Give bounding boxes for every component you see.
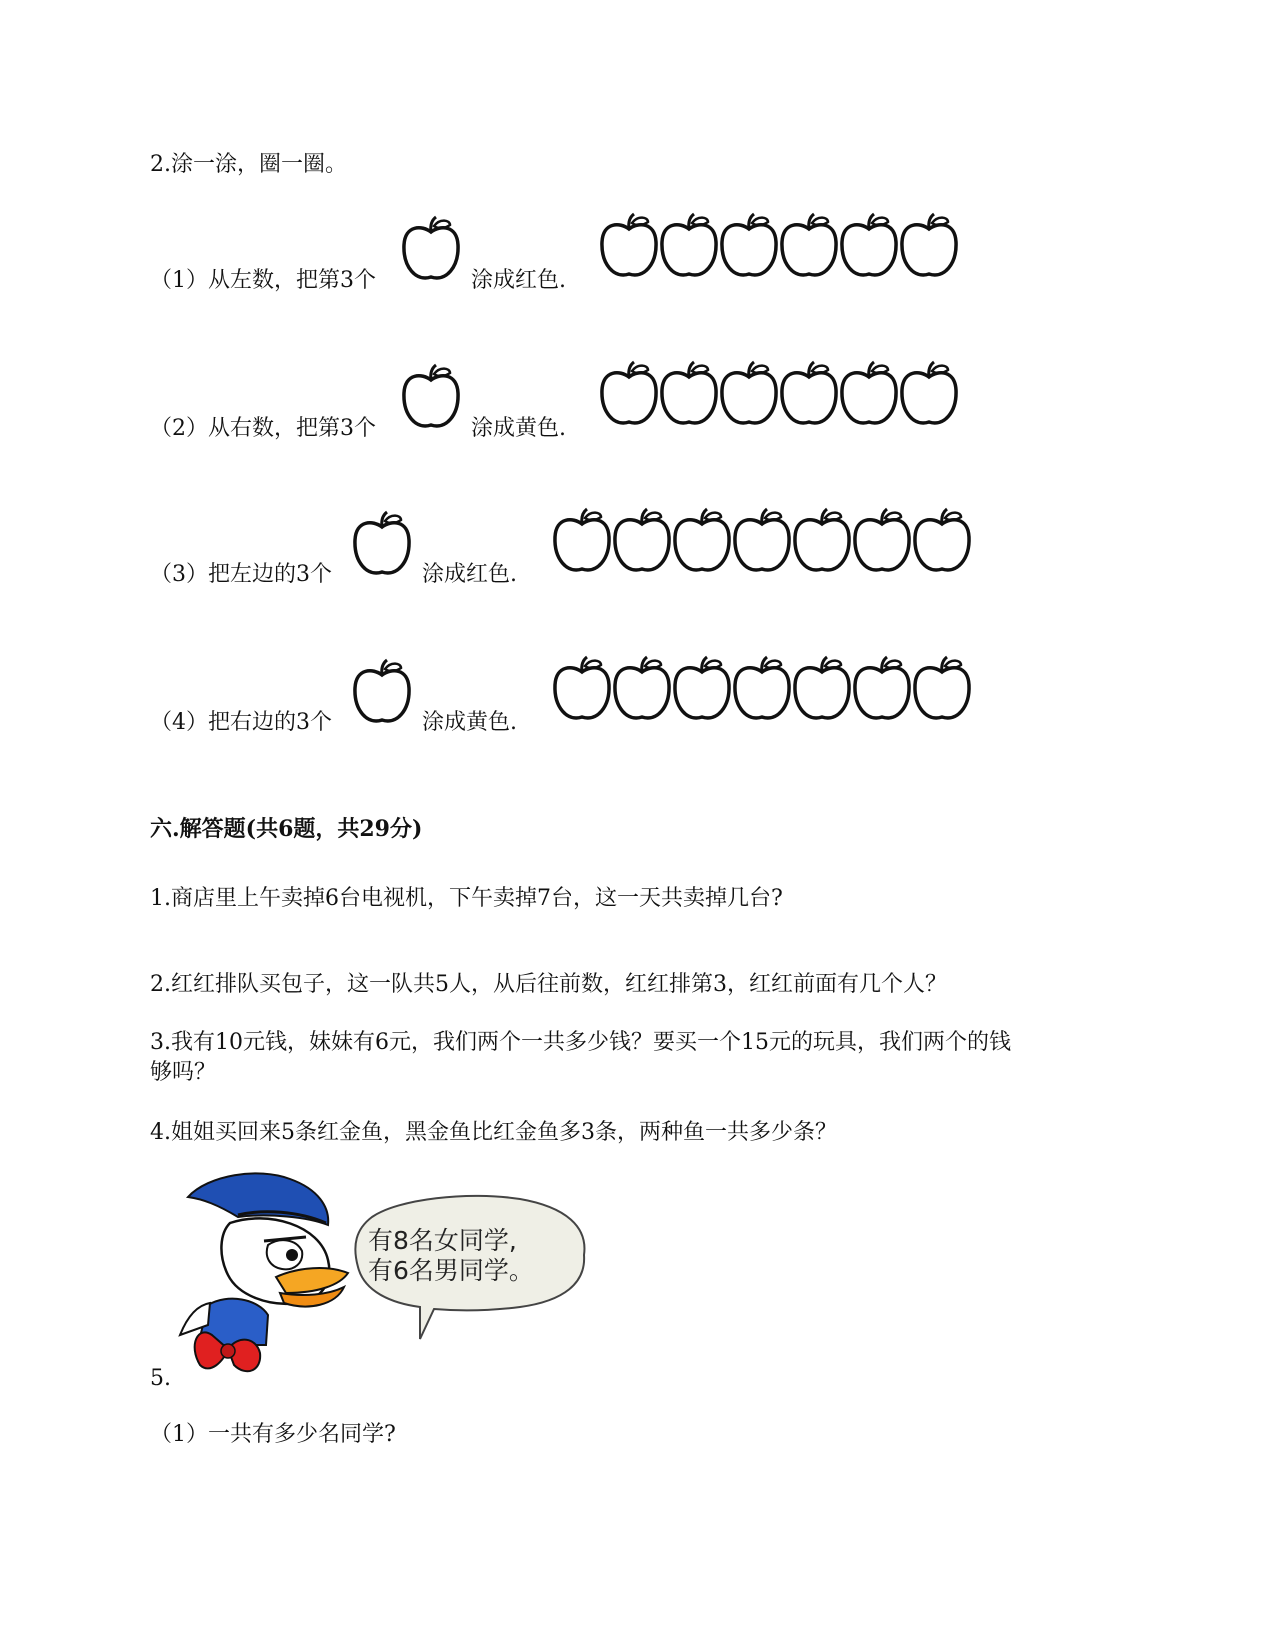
question-6-5-number: 5. [150,1366,171,1391]
item-3-text-before: （3）把左边的3个 [150,562,332,587]
apple-icon [791,507,853,577]
apple-icon [718,360,780,430]
apple-icon [351,658,413,732]
question-6-2: 2.红红排队买包子，这一队共5人，从后往前数，红红排第3，红红前面有几个人？ [150,972,947,997]
apple-row-1 [598,212,958,282]
apple-icon [851,507,913,577]
apple-icon [658,212,720,282]
apple-icon [718,212,780,282]
apple-row-3 [551,507,971,577]
apple-icon [400,363,462,437]
question-6-5-sub-1: （1）一共有多少名同学? [150,1422,396,1447]
bubble-line-2: 有6名男同学。 [368,1256,534,1285]
apple-icon [731,655,793,725]
item-2-text-before: （2）从右数，把第3个 [150,416,376,441]
question-6-4: 4.姐姐买回来5条红金鱼，黑金鱼比红金鱼多3条，两种鱼一共多少条？ [150,1120,837,1145]
apple-icon [351,510,413,584]
apple-icon [898,360,960,430]
apple-icon [611,655,673,725]
question-6-1: 1.商店里上午卖掉6台电视机，下午卖掉7台，这一天共卖掉几台? [150,886,783,911]
item-1-text-after: 涂成红色. [471,268,566,293]
apple-icon [791,655,853,725]
apple-icon [658,360,720,430]
apple-icon [778,212,840,282]
bubble-line-1: 有8名女同学, [368,1226,517,1255]
apple-icon [551,655,613,725]
apple-row-4 [551,655,971,725]
apple-icon [598,212,660,282]
question-6-3-line-1: 3.我有10元钱，妹妹有6元，我们两个一共多少钱？要买一个15元的玩具，我们两个的钱 [150,1030,1011,1055]
apple-icon [911,655,973,725]
question-6-3-line-2: 够吗？ [150,1060,217,1085]
apple-icon [778,360,840,430]
item-4-text-after: 涂成黄色. [422,710,517,735]
item-4-text-before: （4）把右边的3个 [150,710,332,735]
item-3-text-after: 涂成红色. [422,562,517,587]
apple-icon [851,655,913,725]
apple-icon [898,212,960,282]
apple-icon [911,507,973,577]
apple-icon [838,360,900,430]
apple-icon [731,507,793,577]
item-1-text-before: （1）从左数，把第3个 [150,268,376,293]
apple-icon [400,215,462,289]
section-6-heading: 六.解答题(共6题，共29分) [150,816,423,842]
apple-icon [611,507,673,577]
apple-icon [598,360,660,430]
apple-icon [671,507,733,577]
item-2-text-after: 涂成黄色. [471,416,566,441]
apple-icon [838,212,900,282]
question-2-title: 2.涂一涂，圈一圈。 [150,152,347,177]
cartoon-duck-illustration [168,1165,600,1391]
apple-row-2 [598,360,958,430]
apple-icon [551,507,613,577]
apple-icon [671,655,733,725]
